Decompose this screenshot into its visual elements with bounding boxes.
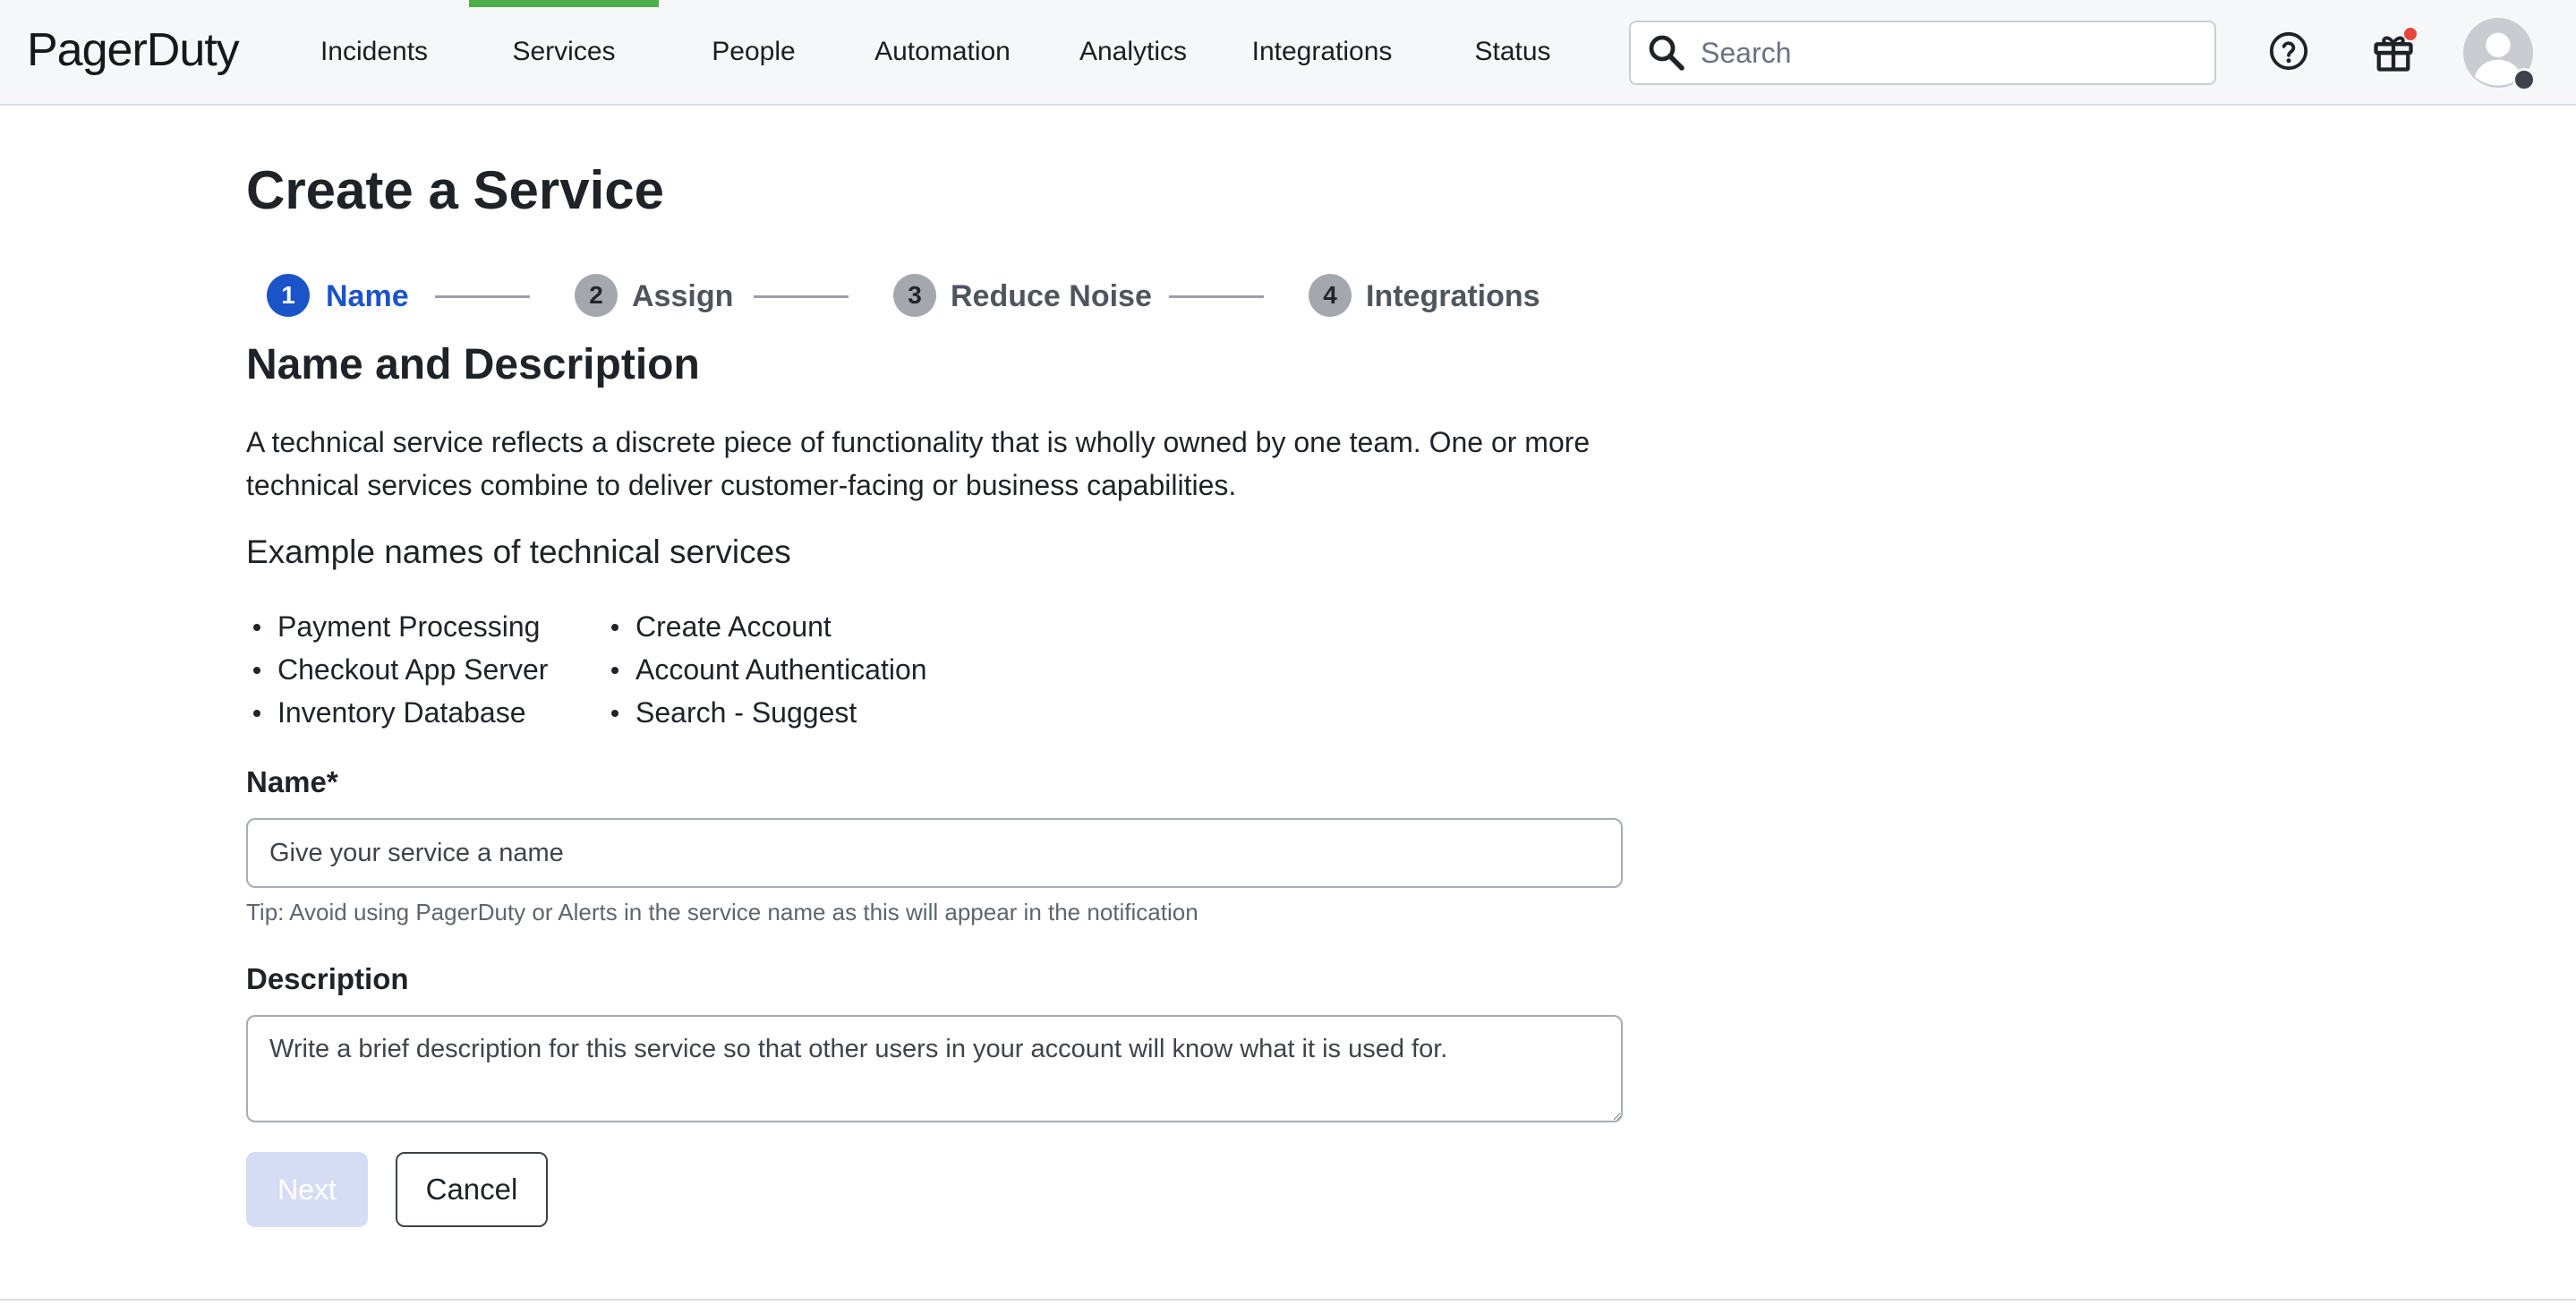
step-connector — [1169, 295, 1264, 298]
wizard-stepper — [267, 274, 1609, 320]
help-icon[interactable] — [2268, 30, 2309, 72]
service-description-input[interactable] — [246, 1015, 1623, 1122]
step-1-label: Name — [326, 279, 409, 313]
next-button[interactable]: Next — [246, 1152, 368, 1227]
nav-item-automation[interactable]: Automation — [874, 37, 1011, 66]
service-description-text: A technical service reflects a discrete piece of functionality that is wholly owned by one team. One or more technical services combine to deliver customer-facing or business capabilities. — [246, 426, 1591, 501]
nav-item-people[interactable]: People — [712, 37, 796, 66]
step-2-label: Assign — [632, 279, 734, 313]
nav-item-incidents[interactable]: Incidents — [320, 37, 429, 66]
step-connector — [754, 295, 849, 298]
examples-list-left — [249, 605, 548, 734]
search-input[interactable] — [1699, 36, 2204, 71]
step-3-label: Reduce Noise — [951, 279, 1152, 313]
service-name-input[interactable] — [246, 818, 1623, 888]
list-item: Account Authentication — [607, 648, 927, 691]
step-4-number: 4 — [1309, 274, 1352, 317]
global-search[interactable] — [1629, 21, 2216, 85]
page-title: Create a Service — [246, 160, 664, 220]
examples-list-right — [607, 605, 927, 734]
nav-item-analytics[interactable]: Analytics — [1079, 37, 1188, 66]
step-connector — [435, 295, 530, 298]
nav-item-services[interactable]: Services — [469, 0, 659, 104]
user-status-indicator — [2512, 68, 2536, 91]
name-tip-text: Tip: Avoid using PagerDuty or Alerts in the service name as this will appear in the notification — [246, 899, 1198, 925]
step-3-number: 3 — [893, 274, 936, 317]
list-item: Search - Suggest — [607, 691, 927, 734]
step-1-number: 1 — [267, 274, 310, 317]
search-icon — [1645, 31, 1688, 74]
nav-item-status[interactable]: Status — [1474, 37, 1551, 66]
examples-title: Example names of technical services — [246, 533, 791, 570]
list-item: Inventory Database — [249, 691, 548, 734]
nav-item-integrations[interactable]: Integrations — [1251, 37, 1393, 66]
step-2-number: 2 — [575, 274, 618, 317]
footer-divider — [0, 1299, 2576, 1301]
pagerduty-logo[interactable]: PagerDuty — [27, 24, 239, 76]
top-navigation-bar — [0, 0, 2576, 106]
step-4-label: Integrations — [1366, 279, 1540, 313]
list-item: Payment Processing — [249, 605, 548, 648]
list-item: Create Account — [607, 605, 927, 648]
notification-dot — [2404, 28, 2417, 40]
name-field-label: Name* — [246, 765, 338, 798]
list-item: Checkout App Server — [249, 648, 548, 691]
cancel-button[interactable]: Cancel — [396, 1152, 548, 1227]
section-title: Name and Description — [246, 341, 700, 388]
description-field-label: Description — [246, 962, 409, 995]
